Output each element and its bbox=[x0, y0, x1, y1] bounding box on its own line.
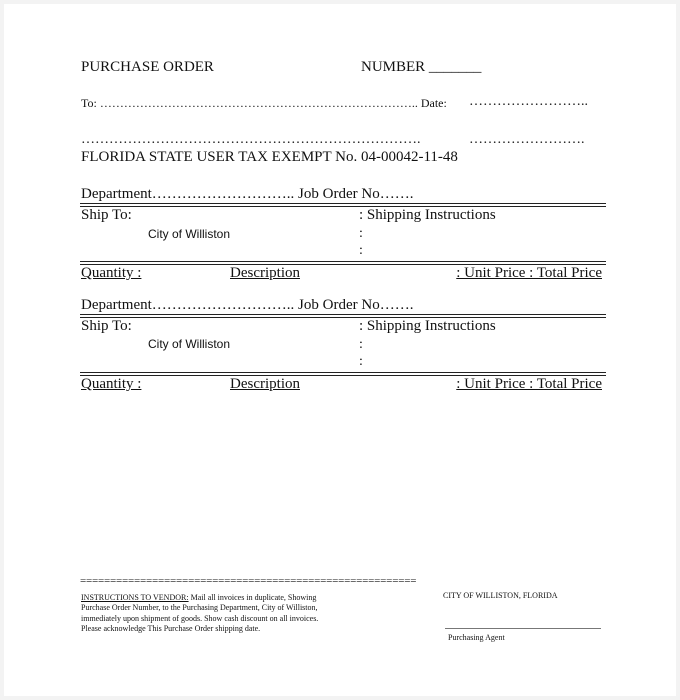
column-quantity: Quantity : bbox=[81, 376, 142, 392]
department-line: Department……………………….. Job Order No……. bbox=[81, 297, 414, 313]
department-line: Department……………………….. Job Order No……. bbox=[81, 186, 414, 202]
column-quantity: Quantity : bbox=[81, 265, 142, 281]
column-prices: : Unit Price : Total Price bbox=[456, 376, 602, 392]
column-description: Description bbox=[230, 376, 300, 392]
vendor-instructions bbox=[81, 593, 331, 634]
section-divider bbox=[80, 314, 606, 318]
ship-to-value: City of Williston bbox=[148, 337, 231, 351]
tax-exempt-line: FLORIDA STATE USER TAX EXEMPT No. 04-00042-11-48 bbox=[81, 149, 458, 165]
shipping-instructions-label: : Shipping Instructions bbox=[359, 318, 496, 334]
address-dots-right: ……………………. bbox=[469, 132, 585, 147]
city-label: CITY OF WILLISTON, FLORIDA bbox=[443, 591, 558, 600]
purchasing-agent-label: Purchasing Agent bbox=[448, 633, 505, 642]
section-divider bbox=[80, 203, 606, 207]
signature-line bbox=[445, 628, 601, 629]
ship-to-value: City of Williston bbox=[148, 227, 231, 241]
shipping-colon: : bbox=[359, 337, 363, 352]
order-number-field: NUMBER _______ bbox=[361, 59, 482, 75]
ship-to-label: Ship To: bbox=[81, 207, 132, 223]
shipping-colon: : bbox=[359, 226, 363, 241]
column-prices: : Unit Price : Total Price bbox=[456, 265, 602, 281]
ship-to-label: Ship To: bbox=[81, 318, 132, 334]
shipping-colon: : bbox=[359, 243, 363, 258]
footer-separator: ======================================================== bbox=[80, 576, 417, 587]
to-date-line: To: …………………………………………………………………….. Date: bbox=[81, 96, 447, 110]
instructions-heading: INSTRUCTIONS TO VENDOR: bbox=[81, 593, 189, 602]
instructions-body: Mail all invoices in duplicate, Showing Purchase Order Number, to the Purchasing Department, City of Williston, immediately upon shipment of goods. Show cash discount on all invoices. Please acknowledge This Purchase Order shipping date. bbox=[81, 593, 319, 633]
shipping-colon: : bbox=[359, 354, 363, 369]
address-dots-left: ………………………………………………………………. bbox=[81, 132, 421, 147]
date-dots: …………………….. bbox=[469, 94, 588, 109]
purchase-order-page bbox=[4, 4, 676, 696]
document-title: PURCHASE ORDER bbox=[81, 59, 214, 75]
column-description: Description bbox=[230, 265, 300, 281]
shipping-instructions-label: : Shipping Instructions bbox=[359, 207, 496, 223]
